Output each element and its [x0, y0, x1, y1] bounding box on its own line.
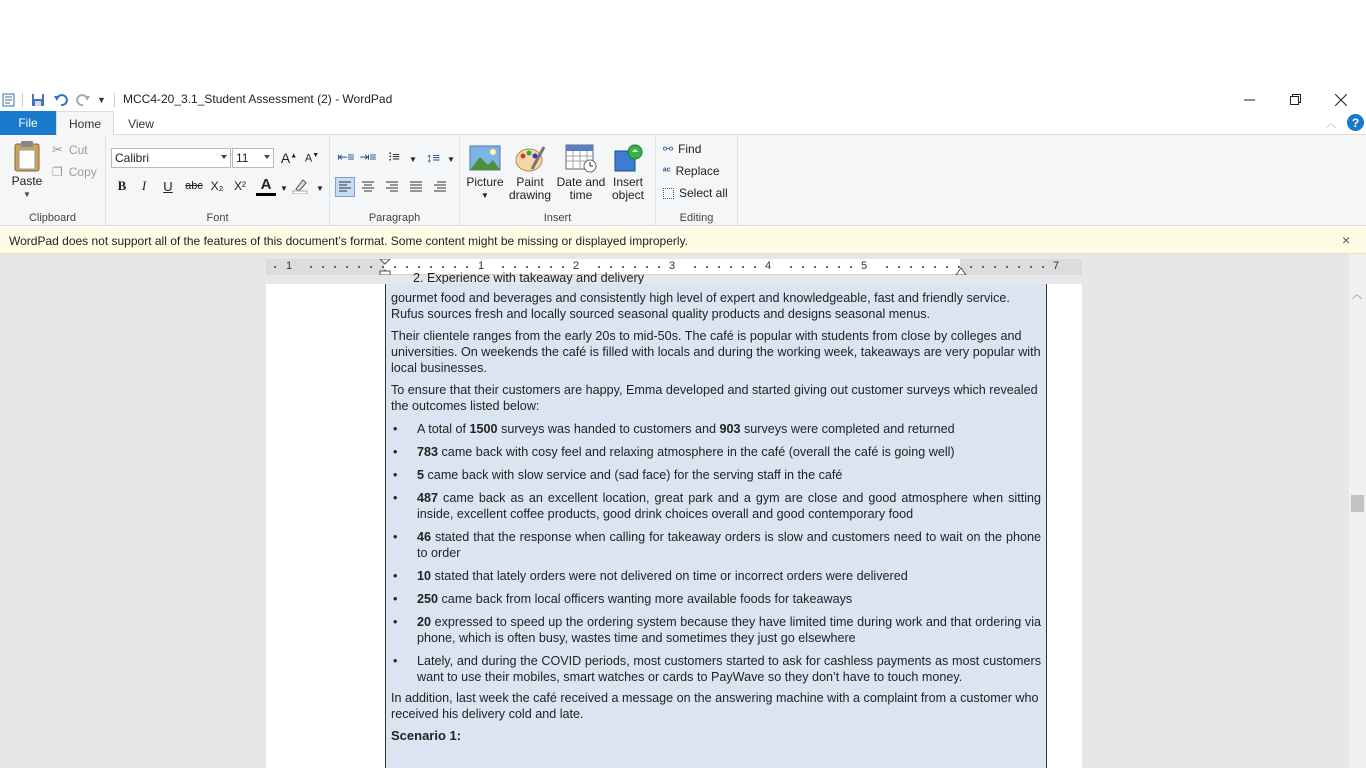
info-bar-close-icon[interactable]: ×: [1342, 232, 1351, 248]
ruler-tick: [550, 266, 552, 268]
copy-icon: ❐: [52, 165, 63, 179]
object-label-line1: Insert: [612, 175, 643, 189]
picture-icon: [469, 143, 501, 173]
ruler-tick: [394, 266, 396, 268]
ruler-tick: [1030, 266, 1032, 268]
number: 903: [719, 422, 741, 436]
document-workspace: [0, 254, 1349, 768]
quick-access-toolbar: [2, 91, 115, 108]
separator: [22, 93, 23, 107]
ruler-tick: [1018, 266, 1020, 268]
tab-file[interactable]: File: [0, 111, 56, 135]
save-icon[interactable]: [31, 93, 45, 107]
italic-button[interactable]: I: [141, 178, 147, 193]
text: came back with cosy feel and relaxing atmosphere in the café (overall the café is going well): [438, 445, 955, 459]
text: stated that the response when calling for takeaway orders is slow and customers need to wait on the phone to order: [417, 530, 1041, 560]
restore-icon: [1290, 94, 1301, 105]
list-item: [391, 614, 1041, 646]
picture-dropdown-icon[interactable]: ▼: [481, 191, 489, 200]
wordpad-app-icon[interactable]: [2, 93, 16, 107]
compatibility-info-bar: [0, 227, 1366, 254]
insert-object-button[interactable]: [608, 143, 648, 202]
list-item: [391, 421, 1041, 437]
font-family-value: Calibri: [115, 151, 150, 165]
title-bar: [0, 88, 1366, 111]
text: A total of: [417, 422, 470, 436]
ruler-tick: [334, 266, 336, 268]
list-item: [391, 529, 1041, 561]
redo-icon[interactable]: [75, 93, 91, 107]
justify-icon: [409, 181, 423, 193]
ruler-number: 3: [669, 260, 676, 272]
ruler-tick: [742, 266, 744, 268]
ruler-tick: [898, 266, 900, 268]
ruler-tick: [538, 266, 540, 268]
increase-indent-button[interactable]: [358, 147, 378, 167]
subscript-button[interactable]: X₂: [210, 179, 224, 193]
replace-label: Replace: [675, 164, 720, 178]
paragraph: To ensure that their customers are happy, Emma developed and started giving out customer surveys which revealed the outcomes listed below:: [391, 383, 1038, 413]
ruler-tick: [754, 266, 756, 268]
paint-palette-icon: [514, 143, 546, 173]
picture-button[interactable]: [466, 143, 504, 202]
editing-group: [656, 135, 738, 226]
number: 1500: [469, 422, 498, 436]
list-item: [391, 444, 1041, 460]
increase-indent-icon: ⇥≡: [359, 150, 377, 164]
scissors-icon: ✂: [52, 142, 63, 157]
paragraph-settings-button[interactable]: [430, 177, 450, 197]
align-right-icon: [385, 181, 399, 193]
decrease-indent-button[interactable]: [336, 147, 356, 167]
highlight-dropdown-icon[interactable]: ▼: [316, 183, 324, 193]
ruler-tick: [562, 266, 564, 268]
scroll-up-icon[interactable]: ︿: [1352, 290, 1362, 301]
close-icon: [1335, 94, 1347, 106]
ruler-tick: [466, 266, 468, 268]
font-size-select[interactable]: [232, 148, 274, 168]
font-size-value: 11: [236, 151, 249, 165]
minimize-icon: [1244, 94, 1255, 105]
ruler-number: 5: [861, 260, 868, 272]
ruler-tick: [622, 266, 624, 268]
help-icon[interactable]: ?: [1347, 114, 1364, 131]
ruler-tick: [442, 266, 444, 268]
list-item: [391, 490, 1041, 522]
scrollbar-thumb[interactable]: [1351, 495, 1364, 512]
ruler-tick: [514, 266, 516, 268]
font-family-select[interactable]: [111, 148, 231, 168]
replace-icon: ᵃᶜ: [663, 165, 671, 177]
align-right-button[interactable]: [382, 177, 402, 197]
text: surveys were completed and returned: [740, 422, 955, 436]
ruler-tick: [406, 266, 408, 268]
ruler-number: 7: [1053, 260, 1060, 272]
paragraph: In addition, last week the café received a message on the answering machine with a complaint from a customer who received his delivery cold and late.: [391, 691, 1039, 721]
ruler-tick: [502, 266, 504, 268]
find-label: Find: [678, 142, 702, 156]
bold-button[interactable]: B: [117, 178, 127, 193]
text: Lately, and during the COVID periods, most customers started to ask for cashless payments as most customers want to use their mobiles, smart watches or cards to PayWave so they don’t have to touch money.: [417, 654, 1041, 684]
paste-label: Paste: [11, 174, 43, 188]
align-left-icon: [338, 181, 352, 193]
cut-label: Cut: [68, 143, 88, 157]
close-button[interactable]: [1318, 88, 1364, 111]
chevron-down-icon: [264, 155, 270, 159]
ruler-tick: [934, 266, 936, 268]
paint-drawing-button[interactable]: [508, 143, 552, 202]
font-group: [106, 135, 330, 226]
ruler-tick: [454, 266, 456, 268]
ruler-tick: [826, 266, 828, 268]
ruler-tick: [886, 266, 888, 268]
ruler-tick: [418, 266, 420, 268]
ruler-tick: [850, 266, 852, 268]
cut-button[interactable]: [52, 142, 88, 158]
ruler-tick: [982, 266, 984, 268]
bullets-dropdown-icon[interactable]: ▼: [409, 154, 417, 164]
ruler-tick: [274, 266, 276, 268]
number: 5: [417, 468, 425, 482]
window-title: MCC4-20_3.1_Student Assessment (2) - WordPad: [123, 92, 393, 106]
ruler-tick: [310, 266, 312, 268]
paragraph: Their clientele ranges from the early 20s to mid-50s. The café is popular with students from close by colleges and universities. On weekends the café is filled with locals and during the working week, takeaways are very popular with local businesses.: [391, 329, 1041, 375]
text: came back from local officers wanting more available foods for takeaways: [438, 592, 853, 606]
ruler-tick: [922, 266, 924, 268]
insert-group-label: Insert: [543, 212, 572, 224]
indent-marker-icon[interactable]: [379, 259, 391, 275]
number: 10: [417, 569, 432, 583]
ruler-number: 1: [478, 260, 485, 272]
ruler-tick: [526, 266, 528, 268]
chevron-down-icon: [221, 155, 227, 159]
list-item: [391, 467, 1041, 483]
collapse-ribbon-icon[interactable]: ︿: [1326, 119, 1336, 130]
underline-button[interactable]: U: [163, 178, 173, 194]
decrease-indent-icon: ⇤≡: [337, 150, 355, 164]
number: 783: [417, 445, 439, 459]
editing-group-label: Editing: [679, 212, 714, 224]
date-label-line1: Date and: [556, 175, 606, 189]
ruler-tick: [658, 266, 660, 268]
grow-font-icon: A▲: [280, 150, 298, 166]
justify-button[interactable]: [406, 177, 426, 197]
bullet-list-icon: ⁝≡: [388, 149, 400, 164]
font-group-label: Font: [206, 212, 229, 224]
ruler-tick: [370, 266, 372, 268]
ruler-tick: [838, 266, 840, 268]
grow-font-button[interactable]: [279, 148, 299, 168]
binoculars-icon: ⚯: [663, 142, 674, 156]
clipboard-group-label: Clipboard: [28, 212, 77, 224]
ruler-number: 2: [573, 260, 580, 272]
line-spacing-dropdown-icon[interactable]: ▼: [447, 154, 455, 164]
number: 20: [417, 615, 432, 629]
copy-label: Copy: [68, 165, 97, 179]
align-center-button[interactable]: [358, 177, 378, 197]
text: expressed to speed up the ordering system because they have limited time during work and that ordering via phone, which is often busy, wastes time and sometimes they just go elsewhere: [417, 615, 1041, 645]
paste-icon: [13, 140, 41, 172]
separator: [114, 93, 115, 107]
number: 46: [417, 530, 432, 544]
text: stated that lately orders were not delivered on time or incorrect orders were delivered: [431, 569, 908, 583]
ruler-tick: [994, 266, 996, 268]
list-item: [391, 591, 1041, 607]
list-item: [391, 653, 1041, 685]
highlight-button[interactable]: [290, 176, 310, 196]
cut-heading: 2. Experience with takeaway and delivery: [413, 271, 645, 284]
picture-label: Picture: [466, 175, 504, 189]
document-text[interactable]: [391, 270, 1041, 750]
text-color-button[interactable]: A: [256, 176, 276, 196]
paragraph-group-label: Paragraph: [368, 212, 421, 224]
ruler-left-margin: [266, 259, 384, 275]
bullets-button[interactable]: [384, 147, 404, 167]
desktop-blank-area: [0, 0, 1366, 88]
ruler-tick: [814, 266, 816, 268]
insert-group: [460, 135, 656, 226]
ruler-tick: [706, 266, 708, 268]
ruler-tick: [802, 266, 804, 268]
line-spacing-icon: ↕≡: [425, 149, 441, 165]
ruler-tick: [910, 266, 912, 268]
select-all-label: Select all: [679, 186, 728, 200]
ruler-tick: [598, 266, 600, 268]
ruler-tick: [610, 266, 612, 268]
list-item: [391, 568, 1041, 584]
date-label-line2: time: [569, 188, 593, 202]
ruler-tick: [970, 266, 972, 268]
highlighter-icon: [292, 178, 308, 194]
calendar-clock-icon: [565, 143, 597, 173]
ruler-tick: [346, 266, 348, 268]
ruler-tick: [1006, 266, 1008, 268]
find-button[interactable]: [663, 142, 701, 156]
shrink-font-button[interactable]: [302, 148, 322, 168]
ribbon-tabs: [0, 111, 1366, 135]
ruler-tick: [322, 266, 324, 268]
ruler-tick: [946, 266, 948, 268]
ruler-number: 1: [286, 260, 293, 272]
ruler-tick: [1042, 266, 1044, 268]
ruler-tick: [730, 266, 732, 268]
clipboard-group: [0, 135, 106, 226]
select-all-button[interactable]: [663, 186, 728, 200]
superscript-button[interactable]: X²: [234, 179, 246, 193]
tab-view[interactable]: View: [128, 116, 154, 131]
number: 487: [417, 491, 439, 505]
scenario-heading: Scenario 1:: [391, 728, 462, 743]
restore-button[interactable]: [1272, 88, 1318, 111]
strikethrough-button[interactable]: abc: [185, 180, 203, 192]
number: 250: [417, 592, 439, 606]
document-page[interactable]: [266, 271, 1082, 768]
ruler-tick: [694, 266, 696, 268]
paragraph-dialog-icon: [433, 181, 447, 193]
text-color-dropdown-icon[interactable]: ▼: [280, 183, 288, 193]
ruler-tick: [646, 266, 648, 268]
replace-button[interactable]: [663, 164, 720, 178]
paragraph-group: [330, 135, 460, 226]
object-label-line2: object: [611, 188, 645, 202]
paragraph: gourmet food and beverages and consistently high level of expert and knowledgeable, fast and friendly service. Rufus sources fresh and locally sourced seasonal quality products and designs seasonal menus.: [391, 291, 1010, 321]
text: surveys was handed to customers and: [497, 422, 720, 436]
text: came back as an excellent location, great park and a gym are close and good atmosphere when sitting inside, excellent coffee products, good drink choices overall and good contemporary food: [417, 491, 1041, 521]
tab-home[interactable]: Home: [56, 111, 114, 136]
ruler-tick: [358, 266, 360, 268]
scrollbar-top-gap: [1349, 254, 1366, 284]
insert-object-icon: [612, 143, 644, 173]
ruler-tick: [430, 266, 432, 268]
ruler-tick: [718, 266, 720, 268]
minimize-button[interactable]: [1226, 88, 1272, 111]
paste-button[interactable]: [6, 140, 48, 201]
align-center-icon: [361, 181, 375, 193]
ruler-tick: [790, 266, 792, 268]
ruler-tick: [634, 266, 636, 268]
copy-button[interactable]: [52, 165, 97, 179]
select-all-icon: [663, 188, 674, 199]
vertical-scrollbar[interactable]: [1349, 284, 1366, 768]
line-spacing-button[interactable]: [423, 147, 443, 167]
date-time-button[interactable]: [556, 143, 606, 202]
text: came back with slow service and (sad face) for the serving staff in the café: [424, 468, 843, 482]
customize-toolbar-chevron-icon[interactable]: ▼: [97, 94, 106, 105]
ruler-number: 4: [765, 260, 772, 272]
undo-icon[interactable]: [53, 93, 69, 107]
paint-label-line2: drawing: [508, 188, 552, 202]
ribbon-home: [0, 135, 1366, 226]
align-left-button[interactable]: [335, 177, 355, 197]
paint-label-line1: Paint: [516, 175, 544, 189]
shrink-font-icon: A▼: [304, 151, 320, 165]
paste-dropdown-icon[interactable]: ▼: [23, 190, 31, 199]
info-bar-message: WordPad does not support all of the features of this document’s format. Some content might be missing or displayed improperly.: [9, 234, 689, 248]
